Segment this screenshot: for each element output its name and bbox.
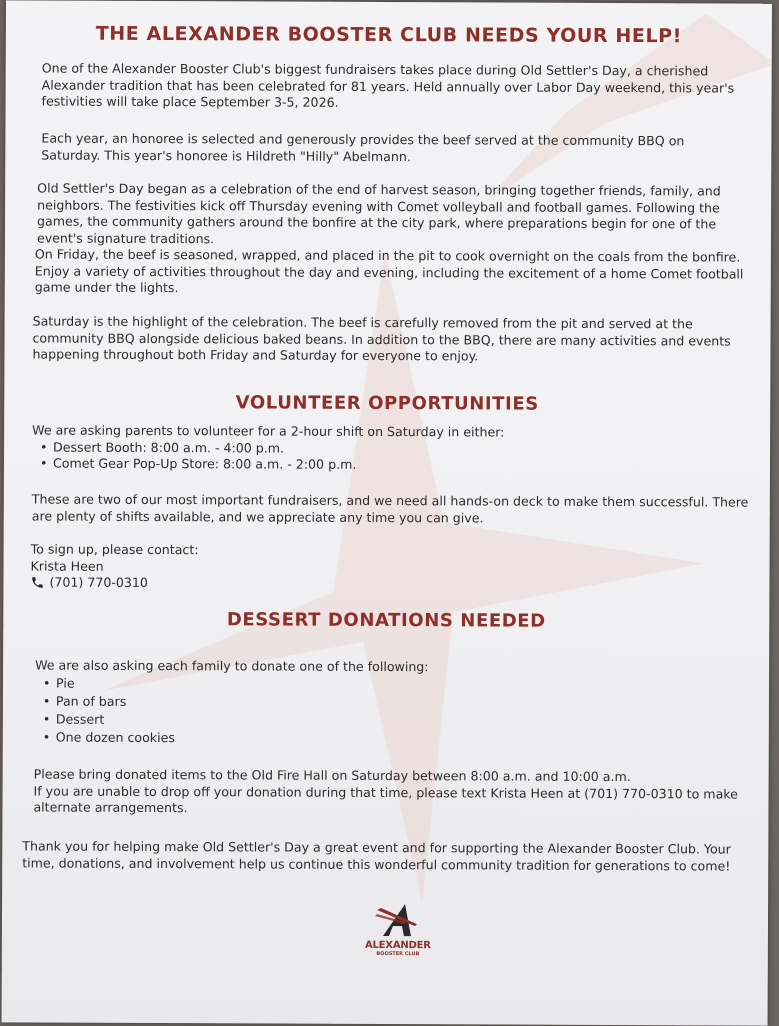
shift-item: • Comet Gear Pop-Up Store: 8:00 a.m. - 2:00 p.m. xyxy=(32,455,756,475)
importance-paragraph: These are two of our most important fundraisers, and we need all hands-on deck to make them successful. There are plenty of shifts available, and we appreciate any time you can give. xyxy=(31,491,749,525)
signup-label: To sign up, please contact: xyxy=(30,541,199,558)
comet-a-logo-icon xyxy=(375,900,421,940)
contact-name: Krista Heen xyxy=(30,557,104,574)
donation-item: • Pan of bars xyxy=(35,692,755,713)
contact-phone: (701) 770-0310 xyxy=(49,574,148,590)
page-title: THE ALEXANDER BOOSTER CLUB NEEDS YOUR HELP! xyxy=(95,22,683,48)
phone-icon xyxy=(30,576,44,590)
flyer-page xyxy=(2,0,772,1025)
closing-paragraph: Thank you for helping make Old Settler's Day a great event and for supporting the Alexander Booster Club. Your time, donations, and involvement help us continue this wonderful community tradition for generations to come! xyxy=(22,838,731,873)
contact-phone-row xyxy=(30,574,430,592)
intro-paragraph-1: One of the Alexander Booster Club's biggest fundraisers takes place during Old Settler's Day, a cherished Alexander tradition that has been celebrated for 81 years. Held annually over Labor Day weekend, this year's festivities will take place September 3-5, 2026. xyxy=(41,60,735,110)
donation-item: • Dessert xyxy=(35,710,755,731)
shift-item: • Dessert Booth: 8:00 a.m. - 4:00 p.m. xyxy=(32,439,756,459)
volunteer-ask: We are asking parents to volunteer for a 2-hour shift on Saturday in either: xyxy=(32,422,505,440)
alternate-text: If you are unable to drop off your donation during that time, please text Krista Heen at (701) 770-0310 to make alternate arrangements. xyxy=(33,782,738,816)
booster-club-logo xyxy=(358,900,438,966)
dropoff-text: Please bring donated items to the Old Fire Hall on Saturday between 8:00 a.m. and 10:00 a.m. xyxy=(33,766,631,785)
volunteer-heading: VOLUNTEER OPPORTUNITIES xyxy=(235,392,539,415)
volunteer-section xyxy=(32,422,756,475)
dropoff-block xyxy=(33,766,753,819)
donation-list xyxy=(35,674,755,749)
intro-paragraph-2: Each year, an honoree is selected and generously provides the beef served at the community BBQ on Saturday. This year's honoree is Hildreth "Hilly" Abelmann. xyxy=(41,130,685,164)
intro-paragraph-5: Saturday is the highlight of the celebration. The beef is carefully removed from the pit and served at the community BBQ alongside delicious baked beans. In addition to the BBQ, there are many activities and events happening throughout both Friday and Saturday for everyone to enjoy. xyxy=(32,313,731,364)
intro-paragraph-3: Old Settler's Day began as a celebration of the end of harvest season, bringing together friends, family, and neighbors. The festivities kick off Thursday evening with Comet volleyball and football games. Following the games, the community gathers around the bonfire at the city park, where preparations begin for one of the event's signature traditions. xyxy=(36,180,721,246)
shift-list xyxy=(32,439,756,475)
intro-paragraph-4: On Friday, the beef is seasoned, wrapped, and placed in the pit to cook overnight on the coals from the bonfire. Enjoy a variety of activities throughout the day and evening, including the excitement of a home Comet football game under the lights. xyxy=(34,246,744,296)
logo-name: ALEXANDER xyxy=(364,939,431,952)
donation-item: • One dozen cookies xyxy=(35,728,755,749)
logo-subtitle: BOOSTER CLUB xyxy=(376,950,420,958)
donations-heading: DESSERT DONATIONS NEEDED xyxy=(226,609,546,632)
donations-ask: We are also asking each family to donate one of the following: xyxy=(35,657,429,675)
contact-block xyxy=(30,541,430,592)
donation-item: • Pie xyxy=(35,674,755,695)
donations-section xyxy=(35,657,755,749)
